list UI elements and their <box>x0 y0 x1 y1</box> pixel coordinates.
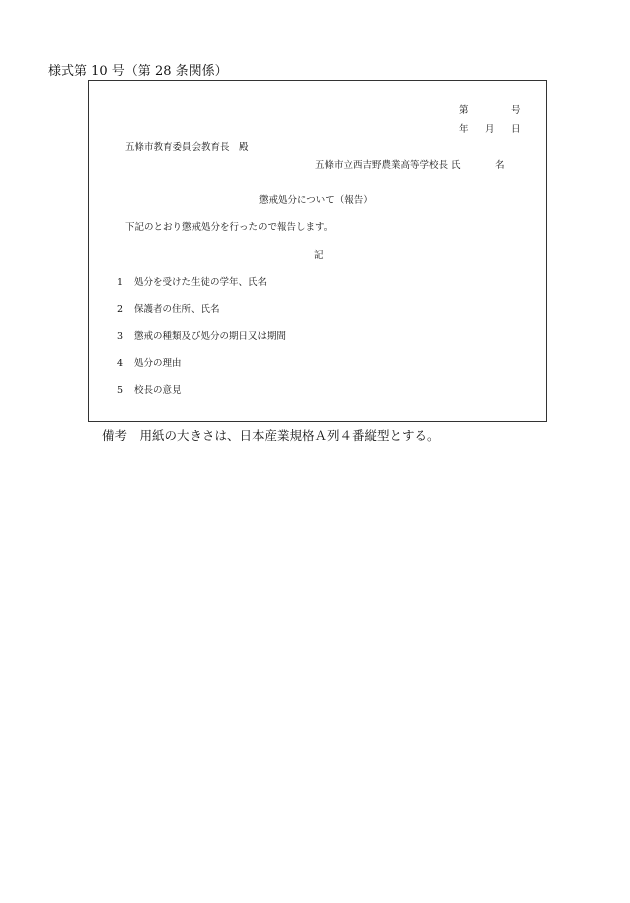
item-text: 処分の理由 <box>134 358 182 369</box>
subject-title: 懲戒処分について（報告） <box>259 195 373 206</box>
date-year: 年 <box>459 124 469 135</box>
item-number: 4 <box>117 358 124 369</box>
item-text: 校長の意見 <box>134 385 182 396</box>
report-form-box <box>88 80 547 422</box>
body-text: 下記のとおり懲戒処分を行ったので報告します。 <box>125 222 334 233</box>
date-day: 日 <box>511 124 521 135</box>
form-title: 様式第 10 号（第 28 条関係） <box>48 64 228 79</box>
item-number: 1 <box>117 277 124 288</box>
addressee: 五條市教育委員会教育長 殿 <box>125 142 249 153</box>
item-number: 5 <box>117 385 124 396</box>
item-number: 3 <box>117 331 124 342</box>
ki-marker: 記 <box>314 250 324 261</box>
number-prefix: 第 <box>459 105 469 116</box>
item-number: 2 <box>117 304 124 315</box>
remark-note: 備考 用紙の大きさは、日本産業規格Ａ列４番縦型とする。 <box>102 428 440 443</box>
sender-org: 五條市立西吉野農業高等学校長 氏 <box>315 160 461 171</box>
date-month: 月 <box>485 124 495 135</box>
sender-name-label: 名 <box>495 160 505 171</box>
item-text: 処分を受けた生徒の学年、氏名 <box>134 277 268 288</box>
item-text: 懲戒の種類及び処分の期日又は期間 <box>134 331 287 342</box>
item-text: 保護者の住所、氏名 <box>134 304 220 315</box>
number-suffix: 号 <box>511 105 521 116</box>
